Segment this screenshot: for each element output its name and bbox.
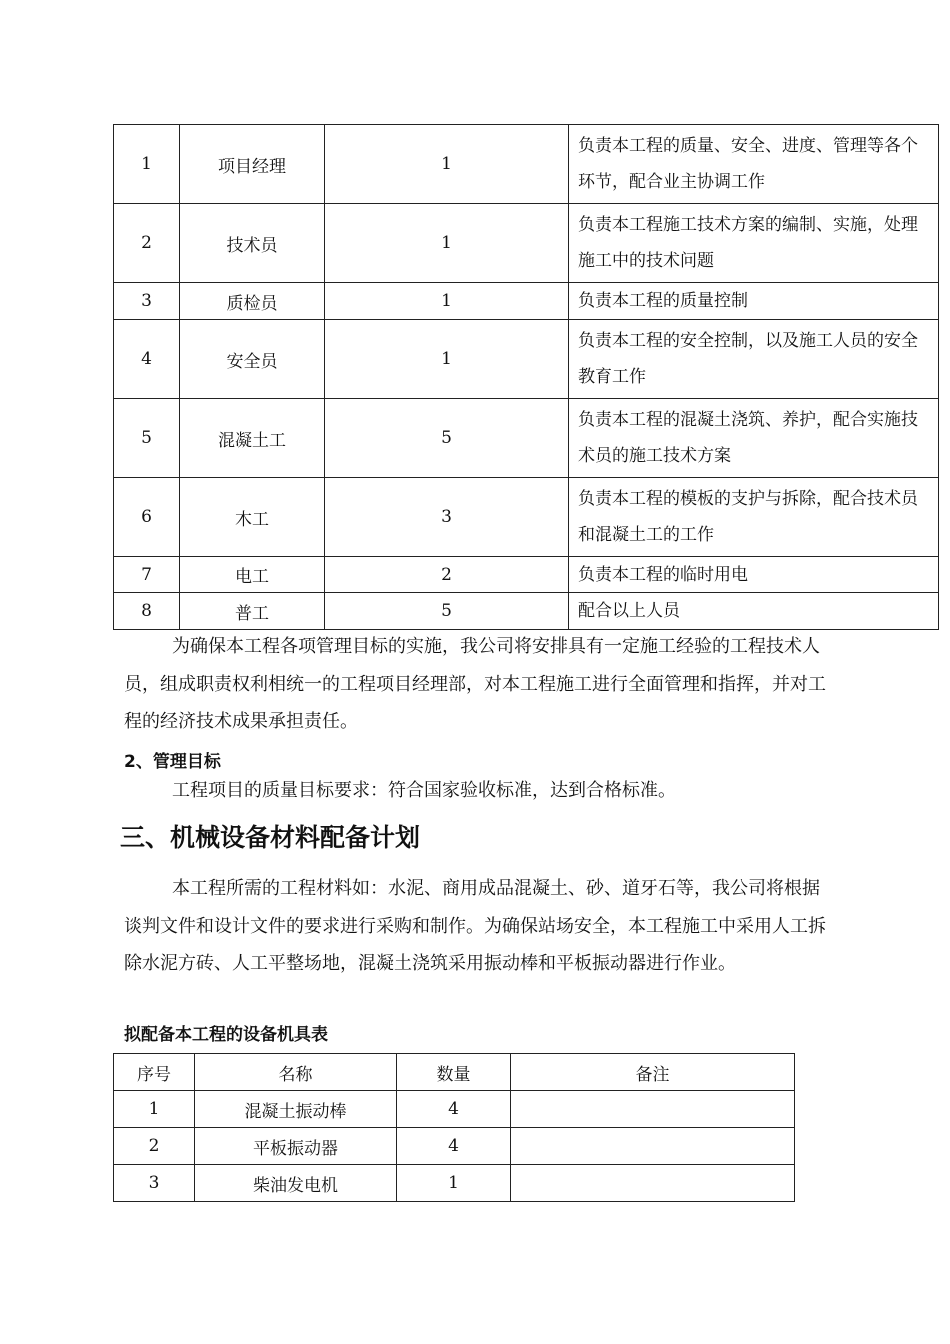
role-cell: 木工 bbox=[180, 478, 325, 557]
role-cell: 质检员 bbox=[180, 283, 325, 320]
equipment-table bbox=[113, 1053, 795, 1202]
row-number: 8 bbox=[114, 593, 180, 630]
equipment-quantity: 4 bbox=[397, 1128, 511, 1165]
count-cell: 1 bbox=[325, 320, 569, 399]
row-number: 3 bbox=[114, 1165, 195, 1202]
count-cell: 2 bbox=[325, 557, 569, 593]
count-cell: 1 bbox=[325, 204, 569, 283]
equipment-name: 混凝土振动棒 bbox=[195, 1091, 397, 1128]
table-row bbox=[114, 557, 939, 593]
count-cell: 5 bbox=[325, 399, 569, 478]
table-row bbox=[114, 1165, 795, 1202]
row-number: 1 bbox=[114, 125, 180, 204]
paragraph-quality-goal: 工程项目的质量目标要求：符合国家验收标准，达到合格标准。 bbox=[172, 780, 676, 801]
duty-cell: 负责本工程施工技术方案的编制、实施，处理施工中的技术问题 bbox=[569, 204, 939, 283]
header-name: 名称 bbox=[195, 1054, 397, 1091]
count-cell: 3 bbox=[325, 478, 569, 557]
equipment-name: 柴油发电机 bbox=[195, 1165, 397, 1202]
row-number: 3 bbox=[114, 283, 180, 320]
duty-cell: 负责本工程的混凝土浇筑、养护，配合实施技术员的施工技术方案 bbox=[569, 399, 939, 478]
role-cell: 安全员 bbox=[180, 320, 325, 399]
table-row bbox=[114, 320, 939, 399]
section-heading-management-goal: 2、管理目标 bbox=[124, 752, 221, 772]
duty-cell: 配合以上人员 bbox=[569, 593, 939, 630]
duty-cell: 负责本工程的质量控制 bbox=[569, 283, 939, 320]
role-cell: 项目经理 bbox=[180, 125, 325, 204]
equipment-note bbox=[511, 1091, 795, 1128]
duty-cell: 负责本工程的质量、安全、进度、管理等各个环节，配合业主协调工作 bbox=[569, 125, 939, 204]
row-number: 4 bbox=[114, 320, 180, 399]
header-number: 序号 bbox=[114, 1054, 195, 1091]
duty-cell: 负责本工程的安全控制，以及施工人员的安全教育工作 bbox=[569, 320, 939, 399]
row-number: 6 bbox=[114, 478, 180, 557]
duty-cell: 负责本工程的模板的支护与拆除，配合技术员和混凝土工的工作 bbox=[569, 478, 939, 557]
staff-table bbox=[113, 124, 939, 630]
duty-cell: 负责本工程的临时用电 bbox=[569, 557, 939, 593]
equipment-quantity: 1 bbox=[397, 1165, 511, 1202]
equipment-table-caption: 拟配备本工程的设备机具表 bbox=[124, 1025, 328, 1045]
role-cell: 混凝土工 bbox=[180, 399, 325, 478]
count-cell: 1 bbox=[325, 283, 569, 320]
table-row bbox=[114, 125, 939, 204]
table-header-row bbox=[114, 1054, 795, 1091]
table-row bbox=[114, 204, 939, 283]
role-cell: 技术员 bbox=[180, 204, 325, 283]
equipment-quantity: 4 bbox=[397, 1091, 511, 1128]
count-cell: 5 bbox=[325, 593, 569, 630]
header-quantity: 数量 bbox=[397, 1054, 511, 1091]
paragraph-materials: 本工程所需的工程材料如：水泥、商用成品混凝土、砂、道牙石等，我公司将根据谈判文件和设计文件的要求进行采购和制作。为确保站场安全，本工程施工中采用人工拆除水泥方砖、人工平整场地，混凝土浇筑采用振动棒和平板振动器进行作业。 bbox=[124, 878, 826, 974]
paragraph-management-team: 为确保本工程各项管理目标的实施，我公司将安排具有一定施工经验的工程技术人员，组成职责权利相统一的工程项目经理部，对本工程施工进行全面管理和指挥，并对工程的经济技术成果承担责任。 bbox=[124, 636, 826, 732]
row-number: 1 bbox=[114, 1091, 195, 1128]
count-cell: 1 bbox=[325, 125, 569, 204]
table-row bbox=[114, 593, 939, 630]
table-row bbox=[114, 1091, 795, 1128]
equipment-name: 平板振动器 bbox=[195, 1128, 397, 1165]
header-note: 备注 bbox=[511, 1054, 795, 1091]
section-heading-equipment-plan: 三、机械设备材料配备计划 bbox=[120, 823, 421, 852]
table-row bbox=[114, 283, 939, 320]
row-number: 2 bbox=[114, 1128, 195, 1165]
table-row bbox=[114, 478, 939, 557]
row-number: 5 bbox=[114, 399, 180, 478]
row-number: 2 bbox=[114, 204, 180, 283]
table-row bbox=[114, 399, 939, 478]
equipment-note bbox=[511, 1128, 795, 1165]
role-cell: 普工 bbox=[180, 593, 325, 630]
table-row bbox=[114, 1128, 795, 1165]
row-number: 7 bbox=[114, 557, 180, 593]
equipment-note bbox=[511, 1165, 795, 1202]
role-cell: 电工 bbox=[180, 557, 325, 593]
